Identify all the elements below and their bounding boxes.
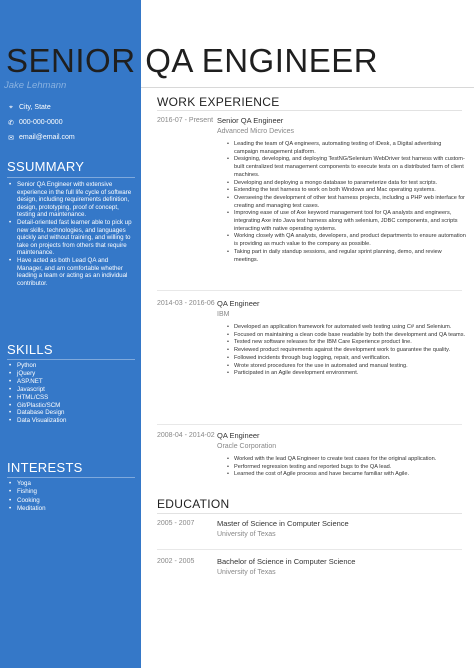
education-divider bbox=[157, 513, 462, 514]
job-duty: • Worked with the lead QA Engineer to create test cases for the original application. bbox=[227, 456, 467, 464]
job-duty: • Tested new software releases for the IBM Care Experience product line. bbox=[227, 339, 467, 347]
job-role: Senior QA Engineer bbox=[217, 116, 284, 125]
job-duty: • Reviewed product requirements against the development work to guarantee the quality. bbox=[227, 347, 467, 355]
subtitle-bar bbox=[0, 81, 474, 92]
interests-divider bbox=[7, 477, 135, 478]
skill-item: • HTML/CSS bbox=[9, 394, 133, 402]
interest-item: • Yoga bbox=[9, 480, 133, 488]
education-date: 2002 - 2005 bbox=[157, 558, 195, 565]
job-duty: • Designing, developing, and deploying TestNG/Selenium WebDriver test harness with custom-built centralized test management components to execute tests on a distributed farm of client machines. bbox=[227, 156, 467, 179]
job-duty: • Focused on maintaining a clean code base readable by both the development and QA teams. bbox=[227, 332, 467, 340]
header bbox=[0, 40, 474, 85]
summary-list bbox=[9, 181, 133, 287]
skill-item: • Javascript bbox=[9, 386, 133, 394]
job-duty: • Learned the cost of Agile process and have became familiar with Agile. bbox=[227, 471, 467, 479]
job-role: QA Engineer bbox=[217, 431, 260, 440]
job-role: QA Engineer bbox=[217, 299, 260, 308]
interests-heading: INTERESTS bbox=[7, 460, 83, 475]
job-duties bbox=[227, 141, 467, 264]
skill-item: • Database Design bbox=[9, 409, 133, 417]
job-entry bbox=[157, 431, 467, 491]
job-entry bbox=[157, 116, 467, 286]
education-degree: Master of Science in Computer Science bbox=[217, 519, 349, 528]
job-organization: IBM bbox=[217, 311, 230, 318]
summary-item: • Detail-oriented fast learner able to pick up new skills, technologies, and languages quickly and without training, and willing to take on projects from others that require maintenance. bbox=[9, 219, 133, 257]
job-organization: Oracle Corporation bbox=[217, 443, 277, 450]
contact-location bbox=[6, 100, 75, 115]
job-duty: • Improving ease of use of Axe keyword management tool for QA analysts and engineers, integrating Axe into Java test harness along with selenium, JDBC components, and scripts interacting with native operating systems. bbox=[227, 210, 467, 233]
job-duty: • Developed an application framework for automated web testing using C# and Selenium. bbox=[227, 324, 467, 332]
contact-email-text[interactable]: email@email.com bbox=[19, 134, 75, 141]
education-school: University of Texas bbox=[217, 531, 276, 538]
job-divider bbox=[157, 424, 462, 425]
contact-location-text: City, State bbox=[19, 104, 51, 111]
interest-item: • Cooking bbox=[9, 497, 133, 505]
interest-item: • Fishing bbox=[9, 488, 133, 496]
education-divider-row bbox=[157, 549, 462, 550]
job-entry bbox=[157, 299, 467, 419]
education-heading: EDUCATION bbox=[157, 497, 230, 511]
summary-heading: SSUMMARY bbox=[7, 159, 85, 174]
job-duty: • Leading the team of QA engineers, automating testing of iDesk, a Digital advertising campaign management platform. bbox=[227, 141, 467, 156]
summary-divider bbox=[7, 177, 135, 178]
job-date: 2016-07 - Present bbox=[157, 117, 214, 124]
job-duty: • Performed regression testing and reported bugs to the QA lead. bbox=[227, 464, 467, 472]
education-degree: Bachelor of Science in Computer Science bbox=[217, 557, 356, 566]
job-duty: • Followed incidents through bug logging, repair, and verification. bbox=[227, 355, 467, 363]
skill-item: • Python bbox=[9, 362, 133, 370]
job-duties bbox=[227, 456, 467, 479]
job-duty: • Taking part in daily standup sessions, and regular sprint planning, demo, and review meetings. bbox=[227, 249, 467, 264]
skill-item: • jQuery bbox=[9, 370, 133, 378]
skill-item: • Git/Plastic/SCM bbox=[9, 402, 133, 410]
interests-list bbox=[9, 480, 133, 513]
skill-item: • ASP.NET bbox=[9, 378, 133, 386]
job-date: 2014-03 - 2016-06 bbox=[157, 300, 215, 307]
location-icon: ⌖ bbox=[9, 103, 13, 111]
summary-item: • Senior QA Engineer with extensive experience in the full life cycle of software design, including requirements definition, design, prototyping, proof of concept, testing and maintenance. bbox=[9, 181, 133, 219]
job-duty: • Extending the test harness to work on both Windows and Mac operating systems. bbox=[227, 187, 467, 195]
job-organization: Advanced Micro Devices bbox=[217, 128, 295, 135]
skill-item: • Data Visualization bbox=[9, 417, 133, 425]
education-entry bbox=[157, 557, 467, 587]
job-duty: • Overseeing the development of other test harness projects, including a PHP web interface for creating and managing test cases. bbox=[227, 195, 467, 210]
contact-email[interactable] bbox=[6, 130, 75, 145]
job-duty: • Participated in an Agile development environment. bbox=[227, 370, 467, 378]
education-entry bbox=[157, 519, 467, 549]
interest-item: • Meditation bbox=[9, 505, 133, 513]
summary-item: • Have acted as both Lead QA and Manager, and am comfortable whether leading a team or acting as an individual contributor. bbox=[9, 257, 133, 287]
person-name: Jake Lehmann bbox=[4, 80, 67, 91]
job-duty: • Wrote stored procedures for the use in automated and manual testing. bbox=[227, 363, 467, 371]
job-duty: • Working closely with QA analysts, developers, and product departments to ensure automation is providing as much value to the company as possible. bbox=[227, 233, 467, 248]
job-date: 2008-04 - 2014-02 bbox=[157, 432, 215, 439]
skills-list bbox=[9, 362, 133, 425]
email-icon: ✉ bbox=[8, 134, 14, 142]
header-divider bbox=[141, 87, 474, 88]
resume-title: SENIOR QA ENGINEER bbox=[6, 42, 379, 79]
work-experience-heading: WORK EXPERIENCE bbox=[157, 95, 280, 109]
skills-divider bbox=[7, 359, 135, 360]
skills-heading: SKILLS bbox=[7, 342, 53, 357]
contact-phone-text: 000-000-0000 bbox=[19, 119, 63, 126]
contact-phone bbox=[6, 115, 75, 130]
job-divider bbox=[157, 290, 462, 291]
work-experience-divider bbox=[157, 110, 462, 111]
job-duty: • Developing and deploying a mongo database to parameterize data for test scripts. bbox=[227, 180, 467, 188]
education-school: University of Texas bbox=[217, 569, 276, 576]
contact-info bbox=[6, 100, 75, 145]
job-duties bbox=[227, 324, 467, 378]
education-date: 2005 - 2007 bbox=[157, 520, 195, 527]
phone-icon: ✆ bbox=[8, 119, 14, 127]
